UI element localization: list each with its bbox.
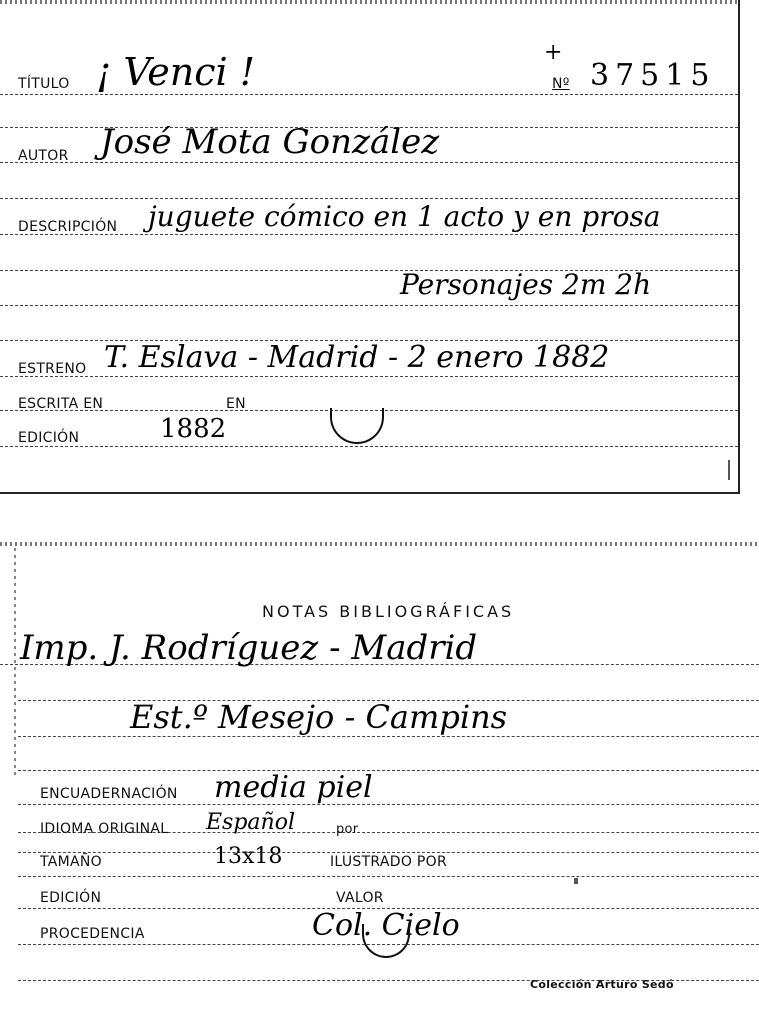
coleccion-credit: Colección Arturo Sedó <box>530 978 674 991</box>
catalog-card-top <box>0 0 740 494</box>
tamano-label: TAMAÑO <box>40 854 102 870</box>
ink-spot <box>574 878 578 884</box>
card-left-edge <box>14 548 16 778</box>
encuadernacion-value: media piel <box>214 770 373 805</box>
por-label: por <box>336 822 359 837</box>
rule-line <box>18 736 759 737</box>
rule-line <box>18 876 759 877</box>
edicion-label: EDICIÓN <box>40 890 102 906</box>
estreno-label: ESTRENO <box>18 361 87 377</box>
notas-title: NOTAS BIBLIOGRÁFICAS <box>262 602 515 621</box>
encuadernacion-label: ENCUADERNACIÓN <box>40 786 178 802</box>
rule-line <box>0 94 738 95</box>
descripcion-extra: Personajes 2m 2h <box>400 268 652 301</box>
numero-value: 37515 <box>590 58 716 93</box>
descripcion-label: DESCRIPCIÓN <box>18 219 118 235</box>
card-edge-texture <box>0 542 759 546</box>
estreno-value: T. Eslava - Madrid - 2 enero 1882 <box>104 340 610 375</box>
valor-label: VALOR <box>336 890 384 906</box>
catalog-card-bottom <box>0 542 759 1028</box>
titulo-label: TÍTULO <box>18 76 70 92</box>
rule-line <box>18 852 759 853</box>
notas-line-2: Est.º Mesejo - Campins <box>130 698 508 736</box>
autor-value: José Mota González <box>100 122 440 162</box>
stamp-mark <box>362 924 410 958</box>
numero-mark: + <box>544 40 563 65</box>
procedencia-label: PROCEDENCIA <box>40 926 145 942</box>
rule-line <box>0 446 738 447</box>
numero-label: Nº <box>552 76 570 92</box>
en-label: EN <box>226 396 246 412</box>
rule-line <box>0 376 738 377</box>
edicion-label: EDICIÓN <box>18 430 80 446</box>
escrita-en-label: ESCRITA EN <box>18 396 104 412</box>
edicion-value: 1882 <box>160 414 227 444</box>
rule-line <box>18 770 759 771</box>
autor-label: AUTOR <box>18 148 69 164</box>
rule-line <box>0 198 738 199</box>
rule-line <box>18 804 759 805</box>
card-edge-texture <box>0 0 738 4</box>
stamp-mark <box>330 408 384 444</box>
idioma-value: Español <box>206 810 295 835</box>
rule-line <box>0 305 738 306</box>
titulo-value: ¡ Venci ! <box>96 50 256 94</box>
ilustrado-label: ILUSTRADO POR <box>330 854 447 870</box>
card-mark <box>728 460 730 480</box>
notas-line-1: Imp. J. Rodríguez - Madrid <box>20 628 478 668</box>
tamano-value: 13x18 <box>214 844 283 869</box>
descripcion-value: juguete cómico en 1 acto y en prosa <box>148 200 661 233</box>
idioma-label: IDIOMA ORIGINAL <box>40 821 169 837</box>
procedencia-value: Col. Cielo <box>312 908 460 943</box>
rule-line <box>0 162 738 163</box>
